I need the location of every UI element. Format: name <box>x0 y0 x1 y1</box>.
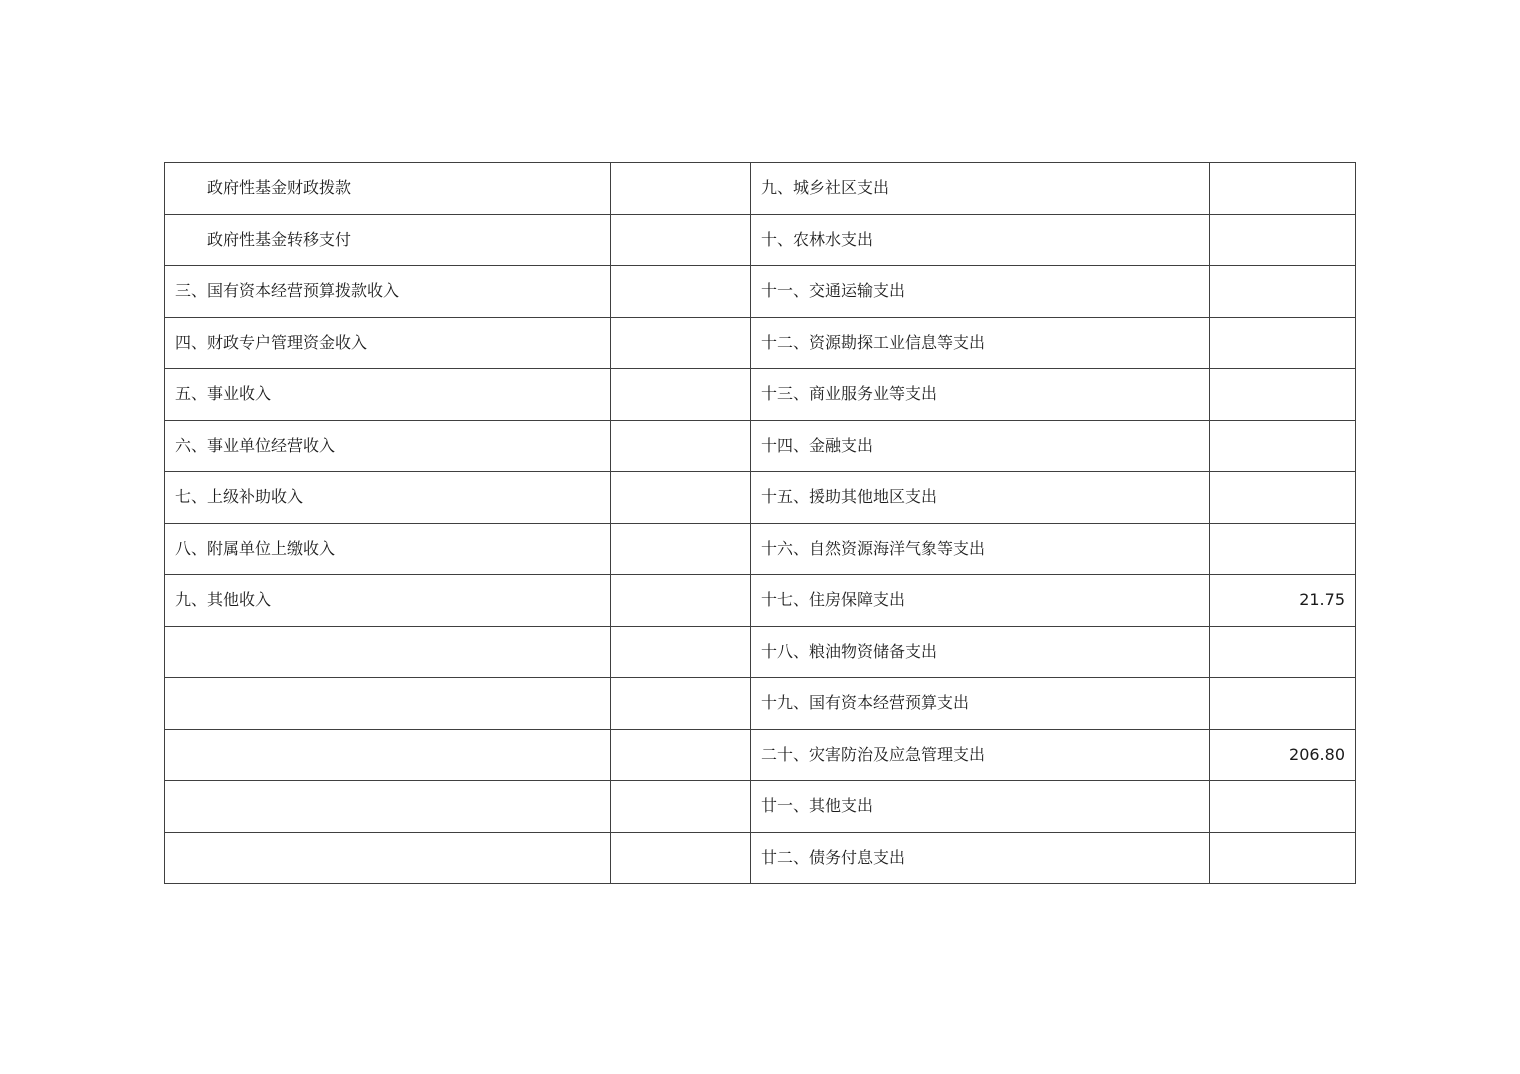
expend-label-cell: 十六、自然资源海洋气象等支出 <box>751 523 1210 575</box>
income-label-cell: 政府性基金转移支付 <box>165 214 611 266</box>
table-row <box>165 214 1356 266</box>
expend-label-cell: 十一、交通运输支出 <box>751 266 1210 318</box>
income-label-cell: 九、其他收入 <box>165 575 611 627</box>
expend-amount-cell: 21.75 <box>1210 575 1356 627</box>
expend-amount-cell <box>1210 420 1356 472</box>
income-label-cell: 七、上级补助收入 <box>165 472 611 524</box>
income-label-cell <box>165 729 611 781</box>
income-amount-cell <box>611 626 751 678</box>
income-label-cell: 五、事业收入 <box>165 369 611 421</box>
expend-label-cell: 十七、住房保障支出 <box>751 575 1210 627</box>
income-amount-cell <box>611 729 751 781</box>
income-label-cell: 六、事业单位经营收入 <box>165 420 611 472</box>
expend-label-cell: 廿一、其他支出 <box>751 781 1210 833</box>
expend-amount-cell <box>1210 266 1356 318</box>
expend-amount-cell <box>1210 678 1356 730</box>
expend-label-cell: 十八、粮油物资储备支出 <box>751 626 1210 678</box>
budget-table-body <box>165 163 1356 884</box>
income-label-cell: 四、财政专户管理资金收入 <box>165 317 611 369</box>
income-amount-cell <box>611 678 751 730</box>
table-row <box>165 575 1356 627</box>
expend-label-cell: 十、农林水支出 <box>751 214 1210 266</box>
income-amount-cell <box>611 523 751 575</box>
expend-amount-cell <box>1210 781 1356 833</box>
table-row <box>165 781 1356 833</box>
expend-amount-cell <box>1210 523 1356 575</box>
table-row <box>165 626 1356 678</box>
expend-label-cell: 十三、商业服务业等支出 <box>751 369 1210 421</box>
income-amount-cell <box>611 420 751 472</box>
income-label-cell: 政府性基金财政拨款 <box>165 163 611 215</box>
expend-amount-cell <box>1210 369 1356 421</box>
expend-amount-cell <box>1210 472 1356 524</box>
income-label-cell <box>165 781 611 833</box>
income-amount-cell <box>611 369 751 421</box>
table-row <box>165 472 1356 524</box>
expend-label-cell: 九、城乡社区支出 <box>751 163 1210 215</box>
expend-amount-cell <box>1210 163 1356 215</box>
expend-label-cell: 十九、国有资本经营预算支出 <box>751 678 1210 730</box>
table-row <box>165 832 1356 884</box>
expend-label-cell: 十四、金融支出 <box>751 420 1210 472</box>
income-label-cell: 三、国有资本经营预算拨款收入 <box>165 266 611 318</box>
table-row <box>165 317 1356 369</box>
expend-amount-cell <box>1210 626 1356 678</box>
expend-amount-cell <box>1210 832 1356 884</box>
expend-label-cell: 十五、援助其他地区支出 <box>751 472 1210 524</box>
income-amount-cell <box>611 163 751 215</box>
expend-label-cell: 十二、资源勘探工业信息等支出 <box>751 317 1210 369</box>
table-row <box>165 420 1356 472</box>
expend-amount-cell <box>1210 317 1356 369</box>
expend-label-cell: 廿二、债务付息支出 <box>751 832 1210 884</box>
income-amount-cell <box>611 317 751 369</box>
income-label-cell <box>165 832 611 884</box>
expend-amount-cell: 206.80 <box>1210 729 1356 781</box>
table-row <box>165 369 1356 421</box>
income-label-cell: 八、附属单位上缴收入 <box>165 523 611 575</box>
income-amount-cell <box>611 832 751 884</box>
table-row <box>165 266 1356 318</box>
income-amount-cell <box>611 266 751 318</box>
income-amount-cell <box>611 781 751 833</box>
table-row <box>165 729 1356 781</box>
expend-label-cell: 二十、灾害防治及应急管理支出 <box>751 729 1210 781</box>
table-row <box>165 163 1356 215</box>
table-row <box>165 523 1356 575</box>
expend-amount-cell <box>1210 214 1356 266</box>
income-label-cell <box>165 678 611 730</box>
income-amount-cell <box>611 575 751 627</box>
income-amount-cell <box>611 472 751 524</box>
income-label-cell <box>165 626 611 678</box>
budget-table <box>164 162 1356 884</box>
table-row <box>165 678 1356 730</box>
income-amount-cell <box>611 214 751 266</box>
